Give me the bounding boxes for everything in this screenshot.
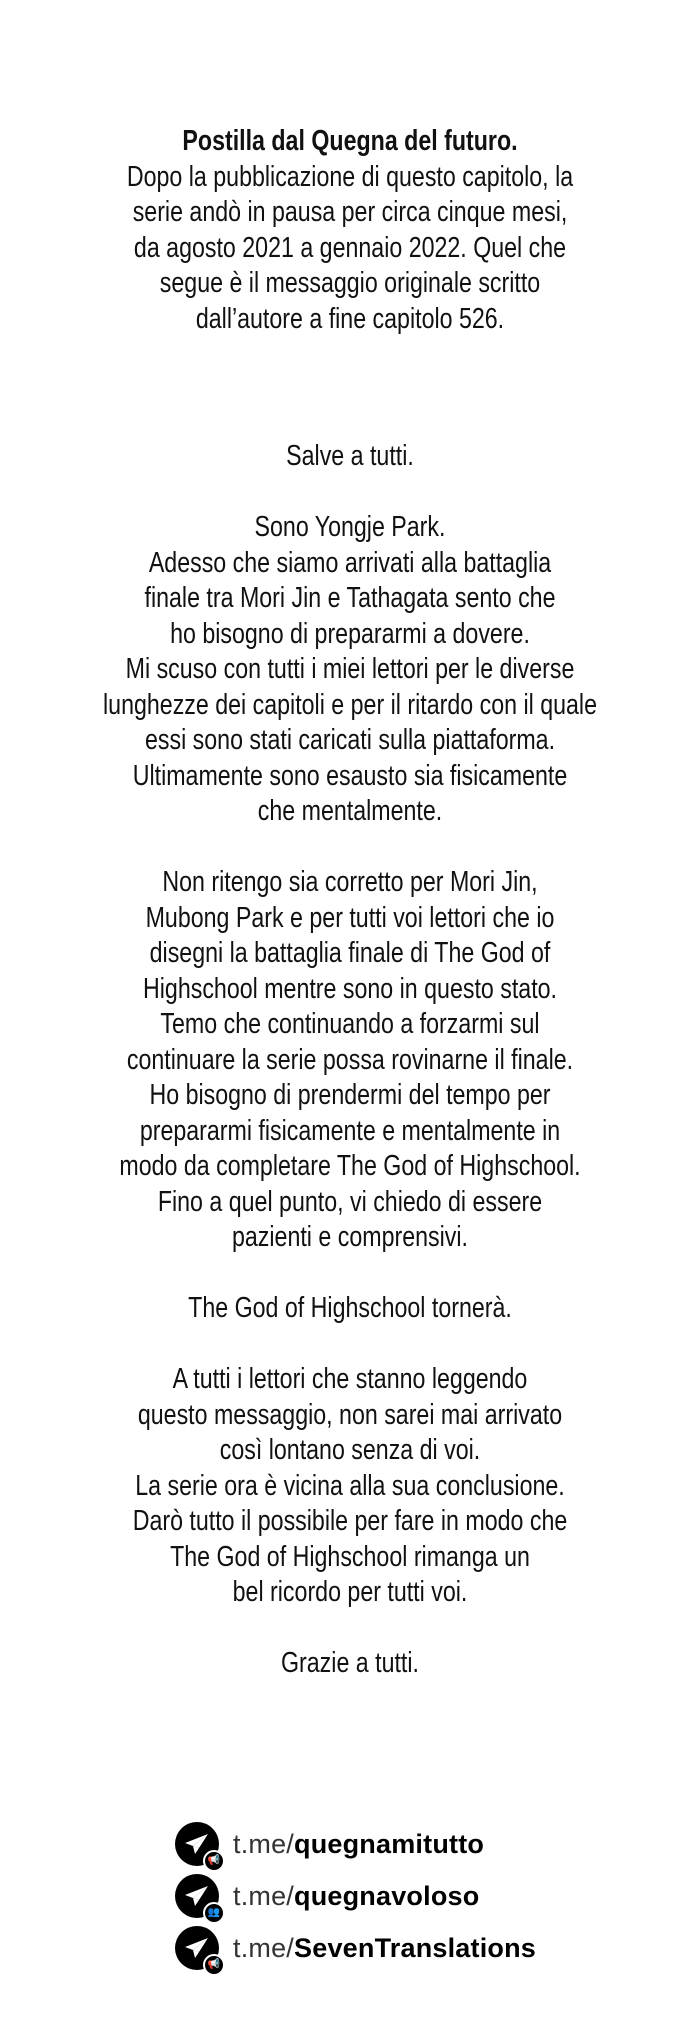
message-line: bel ricordo per tutti voi. <box>232 1576 468 1608</box>
note-line: da agosto 2021 a gennaio 2022. Quel che <box>133 231 567 264</box>
note-line: serie andò in pausa per circa cinque mesi, <box>132 196 568 228</box>
link-text[interactable] <box>233 1933 536 1964</box>
message-line: disegni la battaglia finale di The God of <box>149 937 551 969</box>
telegram-link[interactable] <box>175 1870 536 1922</box>
message-line: così lontano senza di voi. <box>219 1434 481 1466</box>
message-line: The God of Highschool tornerà. <box>188 1292 512 1324</box>
blank-line <box>70 1611 630 1647</box>
message-line: Fino a quel punto, vi chiedo di essere <box>157 1185 543 1218</box>
badge-icon: 👥 <box>203 1902 225 1924</box>
message-line: The God of Highschool rimanga un <box>170 1540 530 1573</box>
link-prefix: t.me/ <box>233 1880 295 1911</box>
message-line: Ultimamente sono esausto sia fisicamente <box>132 759 568 792</box>
link-handle: quegnamitutto <box>294 1828 485 1859</box>
note-line: dall’autore a fine capitolo 526. <box>195 302 505 335</box>
message-line: Adesso che siamo arrivati alla battaglia <box>148 546 552 579</box>
message-line: che mentalmente. <box>257 795 443 827</box>
message-line: Mi scuso con tutti i miei lettori per le diverse <box>125 653 575 685</box>
message-line: Non ritengo sia corretto per Mori Jin, <box>162 866 538 898</box>
link-text[interactable] <box>233 1881 479 1912</box>
blank-line <box>70 830 630 866</box>
blank-line <box>70 1256 630 1292</box>
note-title: Postilla dal Quegna del futuro. <box>182 125 518 157</box>
message-line: La serie ora è vicina alla sua conclusione. <box>135 1469 565 1502</box>
link-handle: quegnavoloso <box>294 1880 480 1911</box>
message-line: Darò tutto il possibile per fare in modo che <box>132 1505 568 1537</box>
message-line: A tutti i lettori che stanno leggendo <box>172 1363 528 1395</box>
message-line: Salve a tutti. <box>286 440 414 472</box>
link-prefix: t.me/ <box>233 1932 295 1963</box>
author-message <box>0 439 700 1682</box>
message-line: questo messaggio, non sarei mai arrivato <box>137 1398 563 1431</box>
telegram-link[interactable] <box>175 1922 536 1974</box>
telegram-channel-icon <box>175 1822 219 1866</box>
message-line: Ho bisogno di prendermi del tempo per <box>149 1079 551 1111</box>
note-line: Dopo la pubblicazione di questo capitolo, la <box>126 160 574 193</box>
message-line: Highschool mentre sono in questo stato. <box>143 972 557 1005</box>
telegram-link[interactable] <box>175 1818 536 1870</box>
blank-line <box>70 1327 630 1363</box>
telegram-links <box>175 1818 536 1974</box>
link-handle: SevenTranslations <box>294 1932 537 1963</box>
message-line: essi sono stati caricati sulla piattaforma. <box>144 724 556 756</box>
message-line: continuare la serie possa rovinarne il finale. <box>126 1043 574 1076</box>
badge-icon: 📢 <box>203 1954 225 1976</box>
link-prefix: t.me/ <box>233 1828 295 1859</box>
note-line: segue è il messaggio originale scritto <box>159 267 541 299</box>
editor-note <box>0 124 700 337</box>
message-line: modo da completare The God of Highschool. <box>119 1150 581 1182</box>
message-line: Sono Yongje Park. <box>254 511 446 543</box>
message-line: Mubong Park e per tutti voi lettori che io <box>145 901 555 934</box>
blank-line <box>70 475 630 511</box>
message-line: prepararmi fisicamente e mentalmente in <box>139 1114 561 1147</box>
link-text[interactable] <box>233 1829 484 1860</box>
telegram-channel-icon <box>175 1926 219 1970</box>
message-line: Grazie a tutti. <box>281 1647 419 1679</box>
message-line: pazienti e comprensivi. <box>232 1221 468 1253</box>
message-line: ho bisogno di prepararmi a dovere. <box>170 617 530 650</box>
message-line: Temo che continuando a forzarmi sul <box>160 1008 540 1040</box>
message-line: finale tra Mori Jin e Tathagata sento che <box>144 582 556 614</box>
badge-icon: 📢 <box>203 1850 225 1872</box>
telegram-group-icon <box>175 1874 219 1918</box>
message-line: lunghezze dei capitoli e per il ritardo con il quale <box>103 688 597 721</box>
